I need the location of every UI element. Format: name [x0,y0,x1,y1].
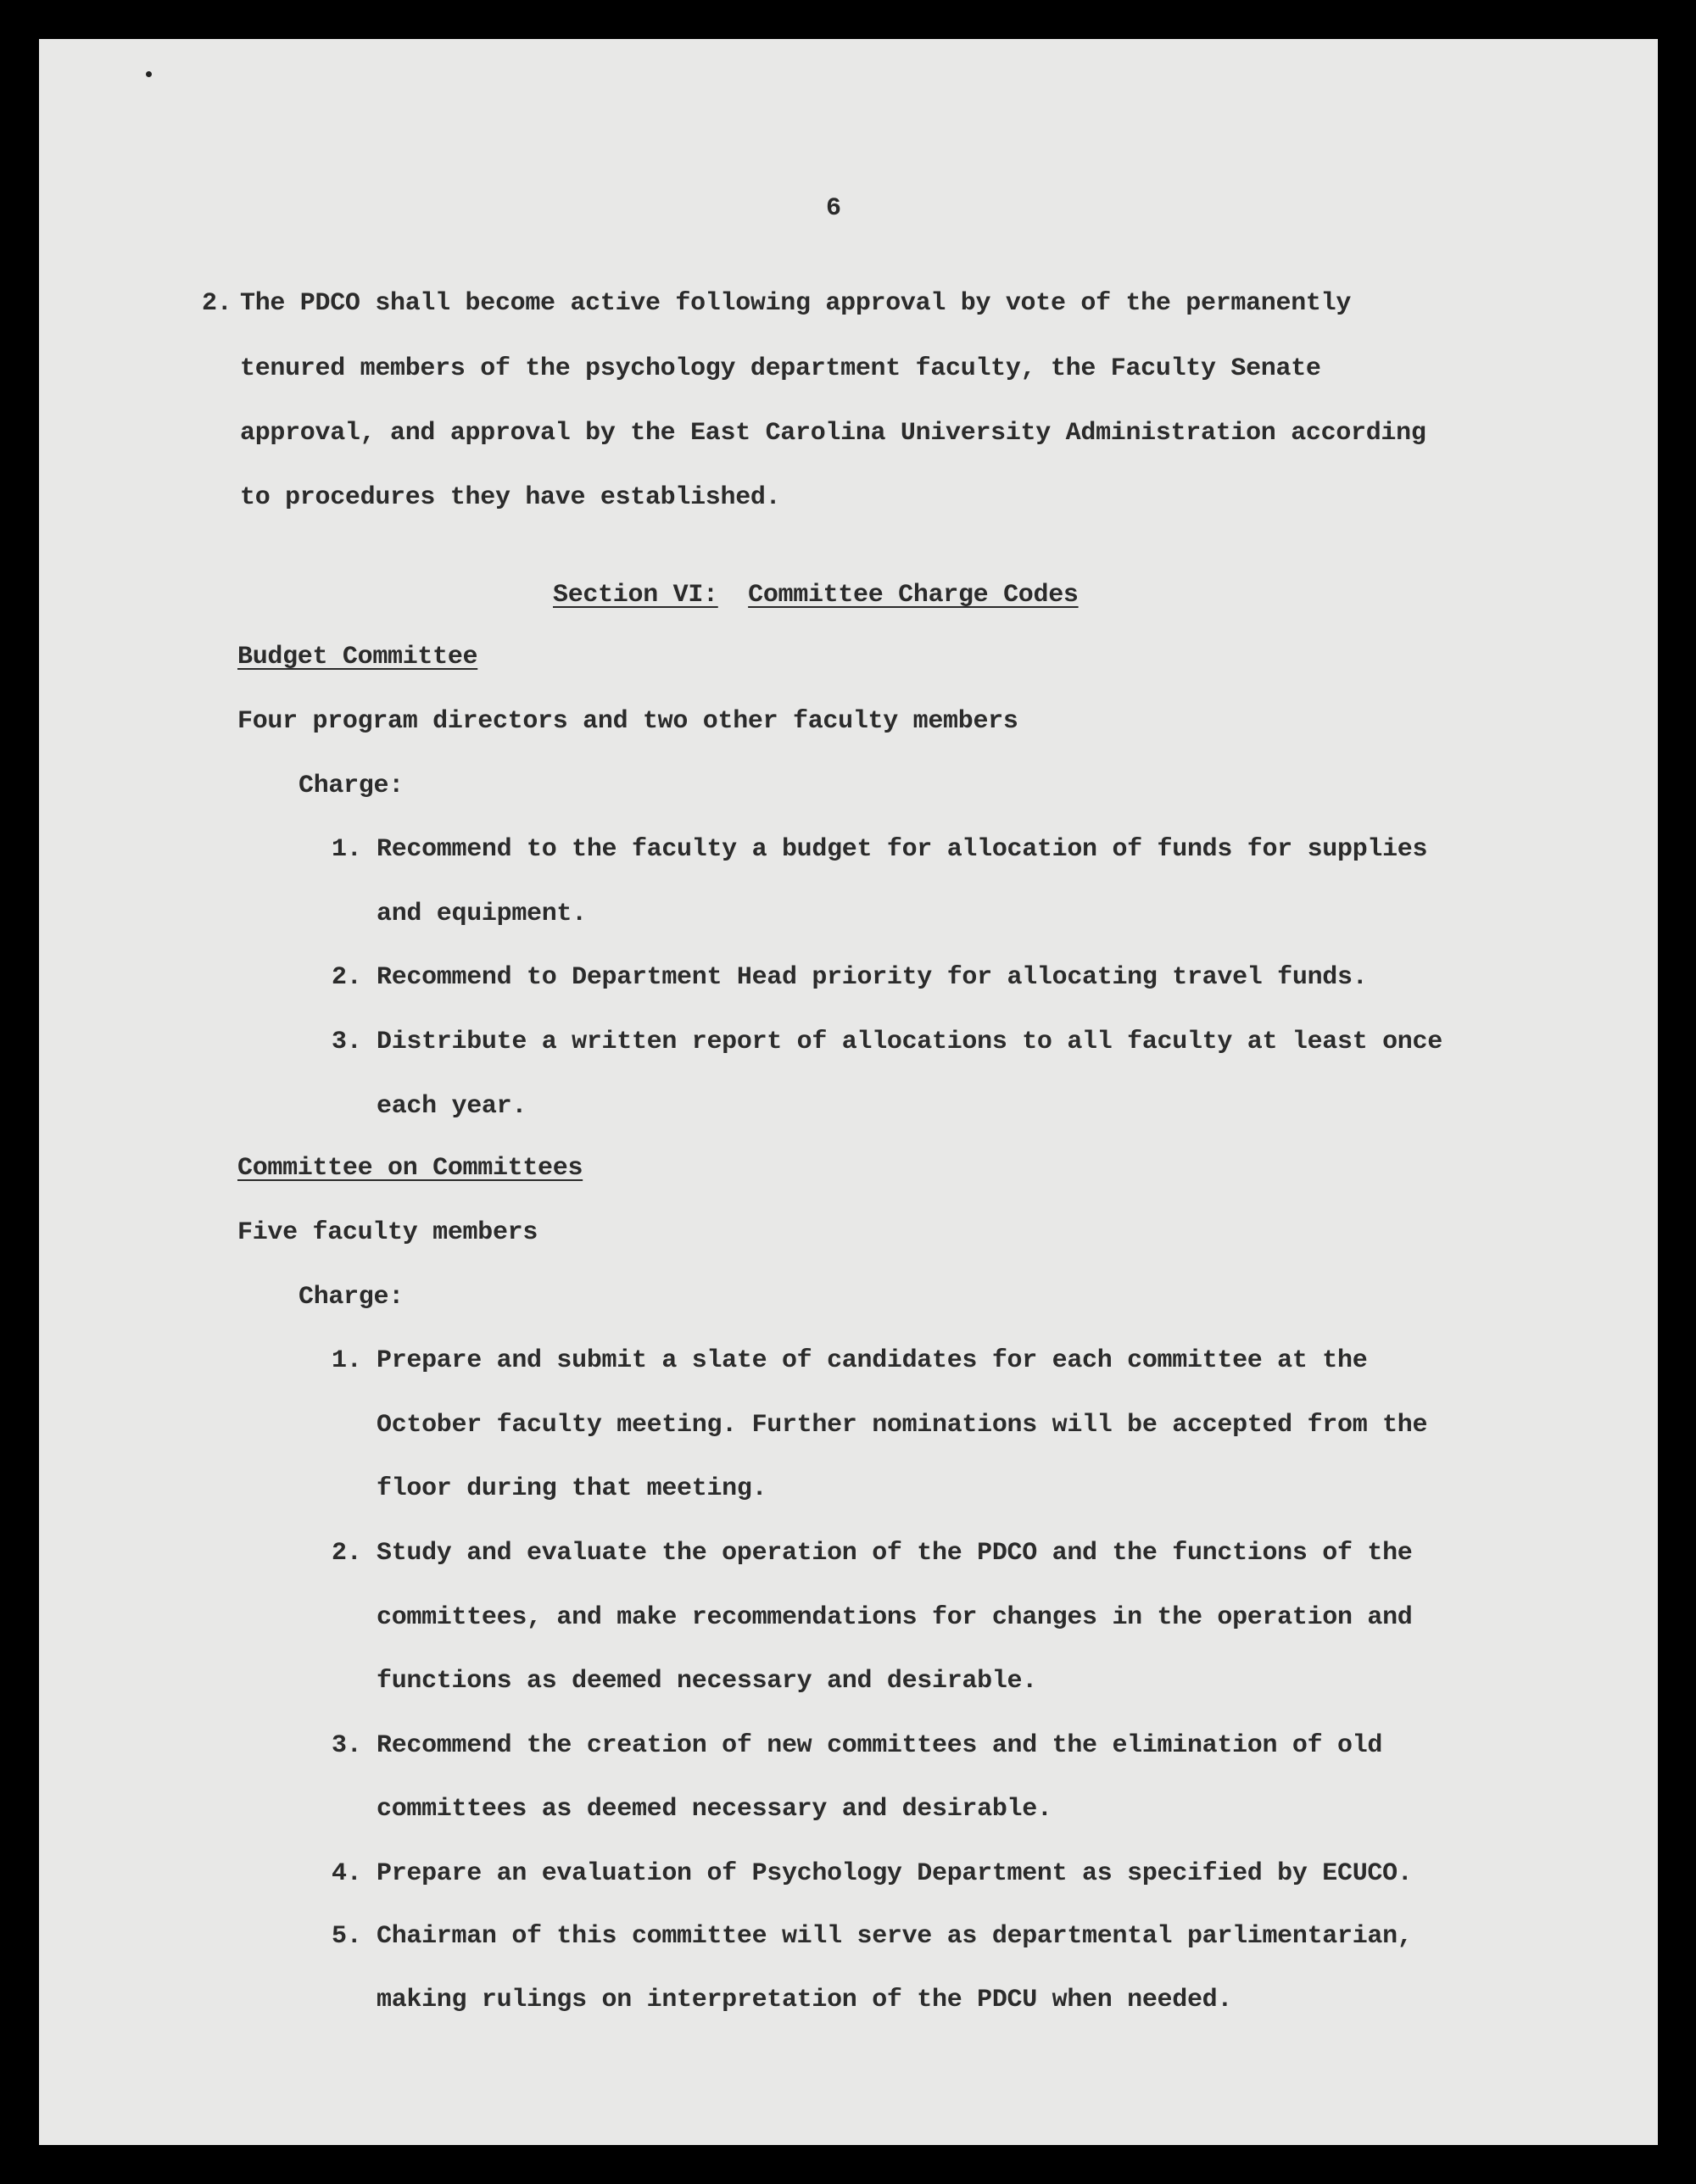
budget-heading: Budget Committee [237,643,478,671]
item-line: each year. [377,1092,527,1121]
para-number: 2. [202,289,232,318]
item-line: Distribute a written report of allocations to all faculty at least once [377,1028,1442,1056]
coc-members: Five faculty members [237,1218,538,1247]
item-line: committees, and make recommendations for changes in the operation and [377,1603,1413,1632]
item-number: 2. [332,1539,362,1568]
para-line: tenured members of the psychology department faculty, the Faculty Senate [240,354,1321,383]
item-line: and equipment. [377,900,587,928]
budget-members: Four program directors and two other faculty members [237,707,1018,736]
speck-mark [146,71,152,77]
item-number: 3. [332,1028,362,1056]
para-line: approval, and approval by the East Carolina University Administration according [240,419,1426,448]
item-number: 4. [332,1859,362,1888]
item-number: 2. [332,963,362,992]
item-line: Recommend to the faculty a budget for allocation of funds for supplies [377,835,1428,864]
para-line: The PDCO shall become active following approval by vote of the permanently [240,289,1352,318]
section-heading [553,578,1079,612]
item-line: committees as deemed necessary and desirable. [377,1795,1052,1824]
section-title: Committee Charge Codes [748,581,1079,610]
coc-heading: Committee on Committees [237,1154,583,1183]
item-line: making rulings on interpretation of the PDCU when needed. [377,1986,1233,2014]
page-number: 6 [826,194,841,223]
item-number: 1. [332,835,362,864]
item-line: Recommend to Department Head priority for allocating travel funds. [377,963,1368,992]
item-line: Recommend the creation of new committees and the elimination of old [377,1731,1383,1760]
para-line: to procedures they have established. [240,483,781,512]
section-label: Section VI: [553,581,718,610]
item-number: 5. [332,1922,362,1951]
item-number: 1. [332,1346,362,1375]
item-line: functions as deemed necessary and desirable. [377,1667,1037,1696]
document-page [39,39,1658,2145]
item-line: Study and evaluate the operation of the PDCO and the functions of the [377,1539,1413,1568]
item-line: Chairman of this committee will serve as departmental parlimentarian, [377,1922,1413,1951]
item-line: October faculty meeting. Further nominations will be accepted from the [377,1411,1428,1440]
item-line: floor during that meeting. [377,1474,767,1503]
budget-charge-label: Charge: [298,772,404,800]
item-line: Prepare and submit a slate of candidates for each committee at the [377,1346,1368,1375]
item-line: Prepare an evaluation of Psychology Department as specified by ECUCO. [377,1859,1413,1888]
coc-charge-label: Charge: [298,1283,404,1312]
item-number: 3. [332,1731,362,1760]
